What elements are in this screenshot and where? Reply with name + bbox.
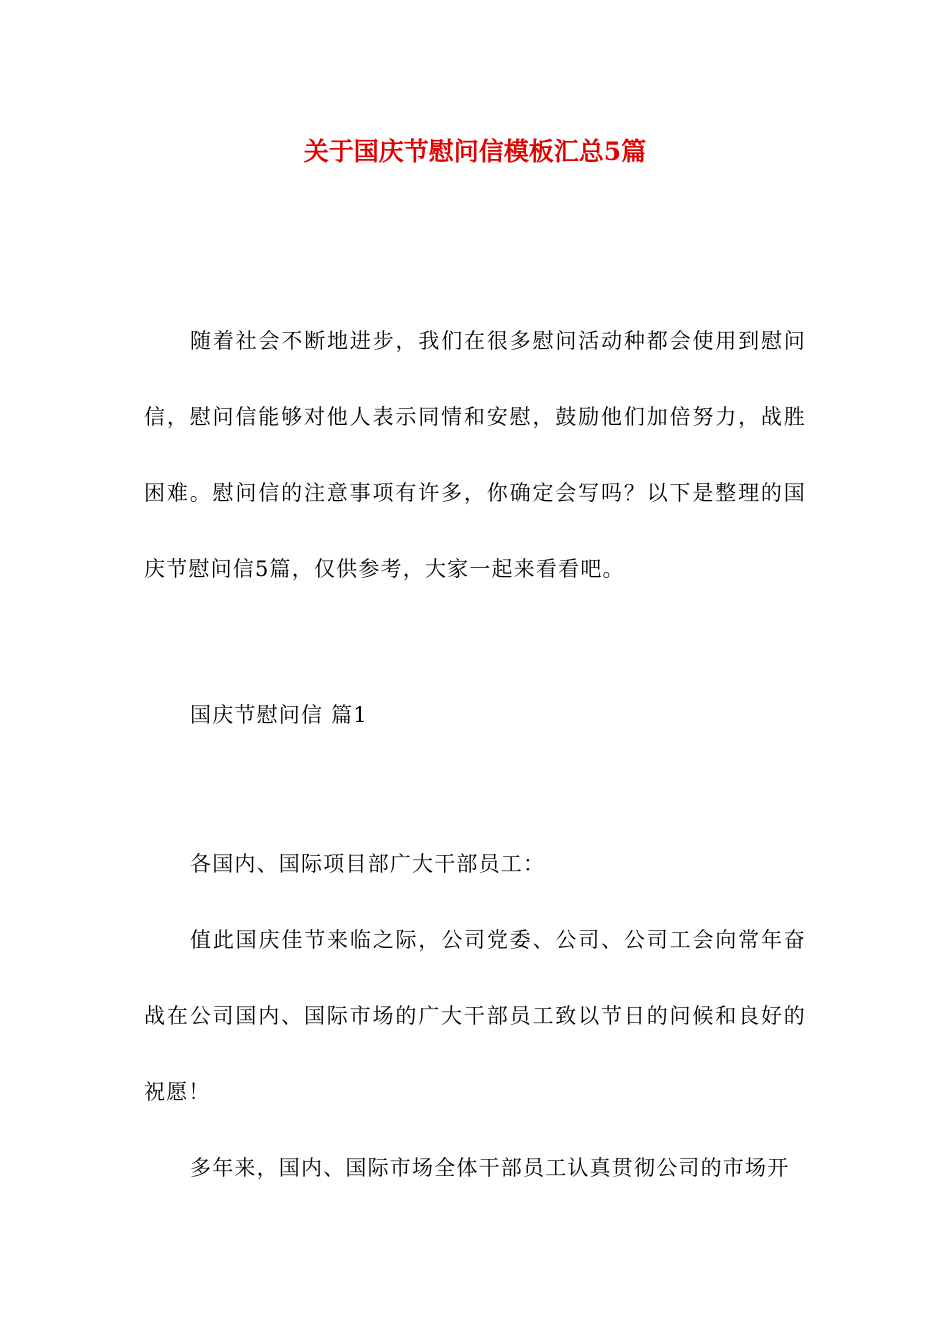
letter-paragraph-1: 值此国庆佳节来临之际，公司党委、公司、公司工会向常年奋战在公司国内、国际市场的广大干部员工致以节日的问候和良好的祝愿！ — [144, 928, 806, 1104]
section-heading: 国庆节慰问信 篇1 — [190, 703, 368, 727]
intro-paragraph: 随着社会不断地进步，我们在很多慰问活动种都会使用到慰问信，慰问信能够对他人表示同情和安慰，鼓励他们加倍努力，战胜困难。慰问信的注意事项有许多，你确定会写吗？以下是整理的国庆节慰问信5篇，仅供参考，大家一起来看看吧。 — [144, 329, 806, 581]
salutation: 各国内、国际项目部广大干部员工： — [190, 852, 546, 876]
document-title: 关于国庆节慰问信模板汇总5篇 — [303, 137, 647, 166]
letter-paragraph-2: 多年来，国内、国际市场全体干部员工认真贯彻公司的市场开 — [190, 1156, 790, 1180]
